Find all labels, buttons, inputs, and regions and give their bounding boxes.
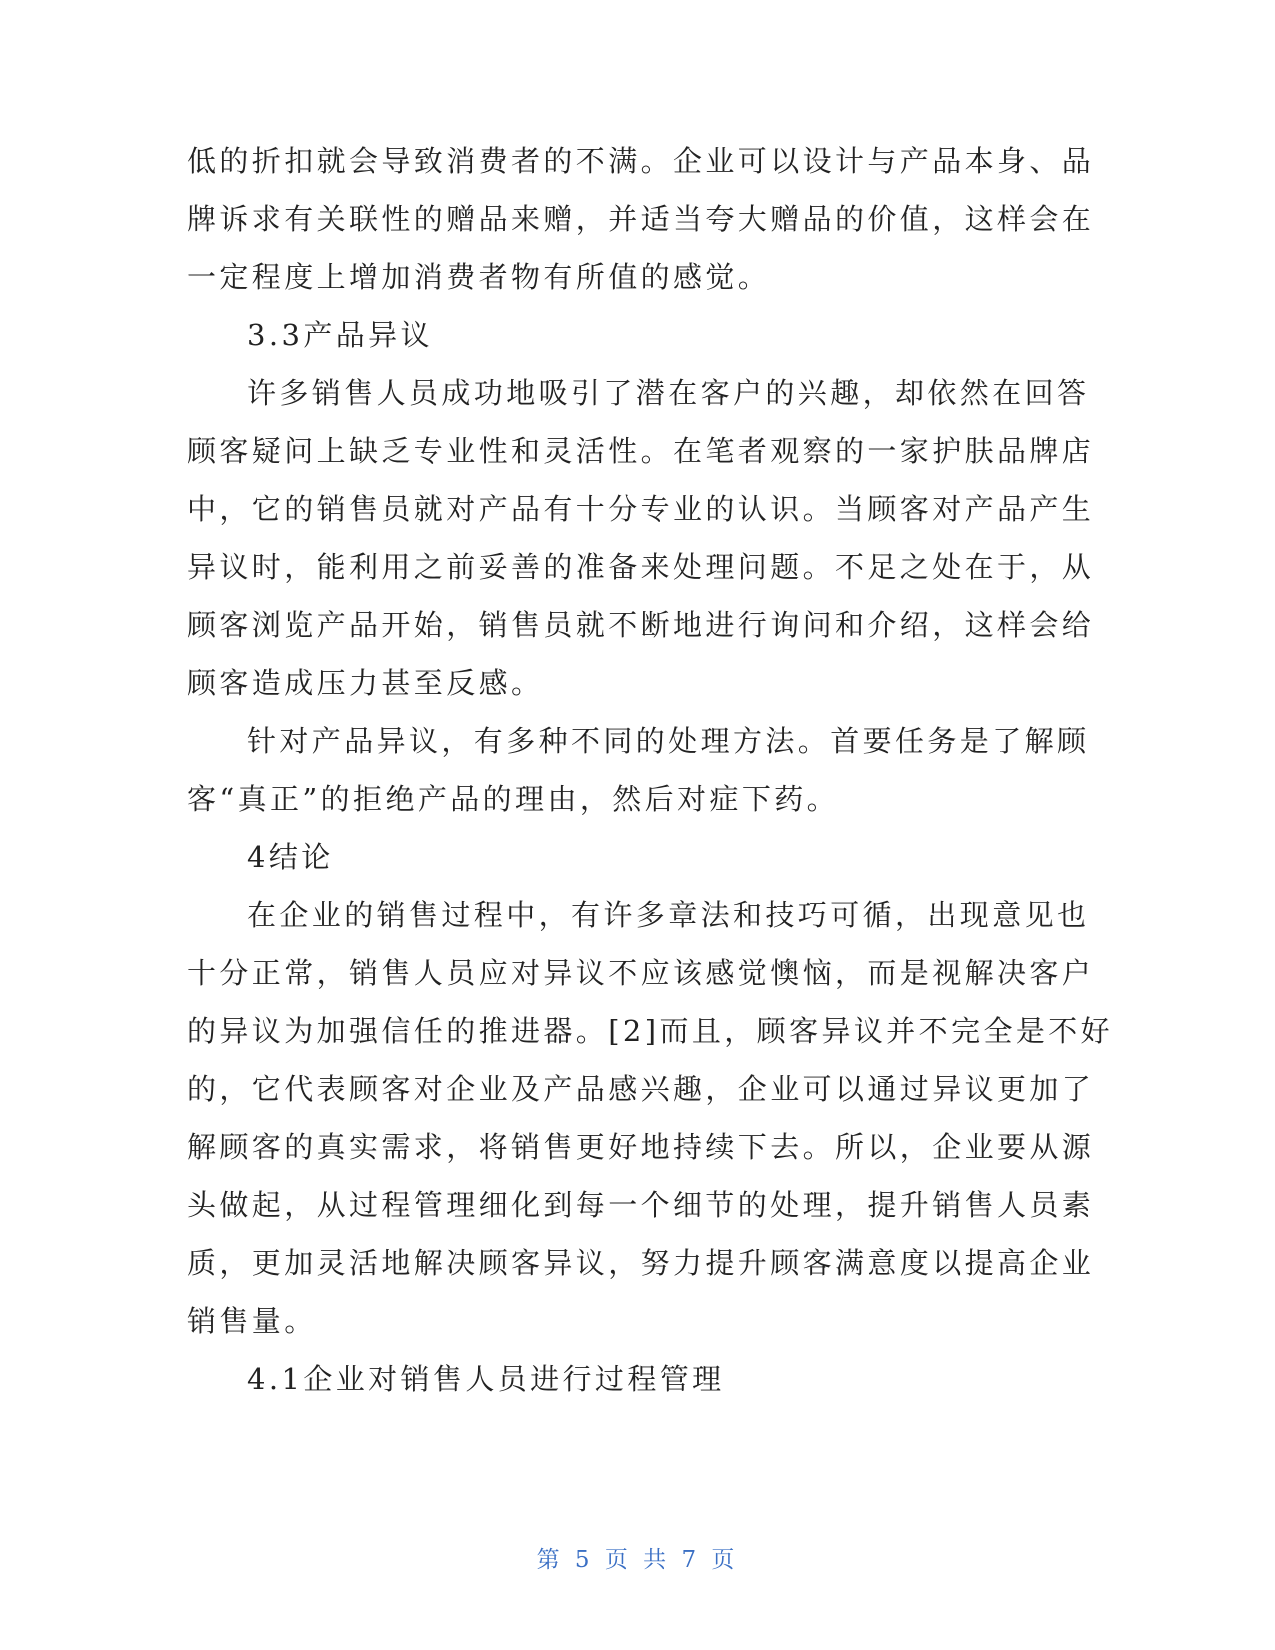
body-text-line: 质，更加灵活地解决顾客异议，努力提升顾客满意度以提高企业 [187,1246,1095,1280]
body-text-line: 中，它的销售员就对产品有十分专业的认识。当顾客对产品产生 [187,492,1095,526]
body-text-line: 的，它代表顾客对企业及产品感兴趣，企业可以通过异议更加了 [187,1072,1095,1106]
body-text-line: 头做起，从过程管理细化到每一个细节的处理，提升销售人员素 [187,1188,1095,1222]
body-text-line: 客“真正”的拒绝产品的理由，然后对症下药。 [187,782,840,816]
body-text-line: 顾客浏览产品开始，销售员就不断地进行询问和介绍，这样会给 [187,608,1095,642]
body-text-line: 十分正常，销售人员应对异议不应该感觉懊恼，而是视解决客户 [187,956,1095,990]
body-text-line: 在企业的销售过程中，有许多章法和技巧可循，出现意见也 [247,898,1090,932]
section-heading: 4结论 [247,840,334,874]
section-heading: 4.1企业对销售人员进行过程管理 [247,1362,725,1396]
body-text-line: 许多销售人员成功地吸引了潜在客户的兴趣，却依然在回答 [247,376,1090,410]
section-heading: 3.3产品异议 [247,318,433,352]
body-text-line: 销售量。 [187,1304,317,1338]
body-text-line: 一定程度上增加消费者物有所值的感觉。 [187,260,771,294]
body-text-line: 顾客造成压力甚至反感。 [187,666,544,700]
body-text-line: 牌诉求有关联性的赠品来赠，并适当夸大赠品的价值，这样会在 [187,202,1095,236]
page-number-footer: 第 5 页 共 7 页 [536,1547,739,1573]
body-text-line: 异议时，能利用之前妥善的准备来处理问题。不足之处在于，从 [187,550,1095,584]
body-text-line: 顾客疑问上缺乏专业性和灵活性。在笔者观察的一家护肤品牌店 [187,434,1095,468]
body-text-line: 低的折扣就会导致消费者的不满。企业可以设计与产品本身、品 [187,144,1095,178]
body-text-line: 针对产品异议，有多种不同的处理方法。首要任务是了解顾 [247,724,1090,758]
body-text-line: 解顾客的真实需求，将销售更好地持续下去。所以，企业要从源 [187,1130,1095,1164]
body-text-line: 的异议为加强信任的推进器。[2]而且，顾客异议并不完全是不好 [187,1014,1114,1048]
